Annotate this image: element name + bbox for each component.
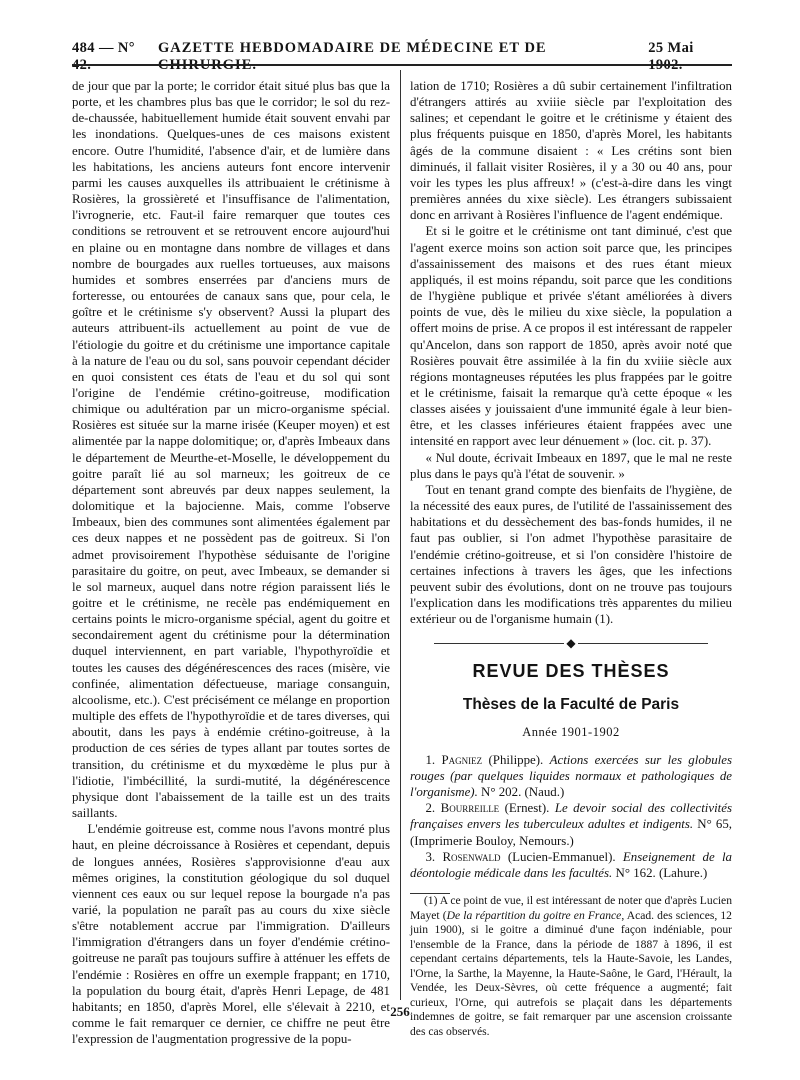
- thesis-title: Enseignement de la déontologie médicale dans les facultés.: [410, 849, 733, 880]
- column-divider: [400, 70, 401, 1000]
- thesis-author: Bourreille: [440, 801, 500, 816]
- footnote: (1) A ce point de vue, il est intéressant de noter que d'après Lucien Mayet (De la répartition du goitre en France, Acad. des sciences, 12 juin 1900), si le goitre a diminué d'une façon indéniable, pour l'ensemble de la France, dans la période de 1887 à 1896, il est cependant certains départements, tels la Haute-Savoie, les Landes, l'Orne, la Sarthe, la Mayenne, la Haute-Saône, le Gard, l'Hérault, la Vendée, les Deux-Sèvres, où cette fréquence a augmenté; fait curieux, l'Orne, qui autrefois se plaçait dans les départements indemnes de goitre, se fait remarquer par une ascension croissante des cas observés.: [410, 894, 732, 1038]
- page-number: 256: [390, 1004, 410, 1019]
- section-subtitle: Thèses de la Faculté de Paris: [462, 696, 680, 714]
- academic-year: Année 1901-1902: [522, 724, 620, 739]
- thesis-entry: 3. Rosenwald (Lucien-Emmanuel). Enseignement de la déontologie médicale dans les facultés. N° 162. (Lahure.): [410, 849, 733, 880]
- header-journal-title: GAZETTE HEBDOMADAIRE DE MÉDECINE ET DE CHIRURGIE.: [157, 40, 547, 73]
- header-date: 25 Mai 1902.: [648, 40, 694, 73]
- paragraph: « Nul doute, écrivait Imbeaux en 1897, que le mal ne reste plus dans le pays qu'à l'état de souvenir. »: [410, 450, 732, 481]
- left-column: [72, 78, 390, 1047]
- section-ornament: [410, 637, 732, 649]
- right-column: [410, 78, 732, 1039]
- header-issue: 484 — N° 42.: [72, 40, 135, 73]
- thesis-author: Rosenwald: [442, 849, 501, 864]
- section-title: REVUE DES THÈSES: [472, 661, 670, 682]
- thesis-author: Pagniez: [441, 752, 483, 767]
- thesis-title: Actions exercées sur les globules rouges (par quelques liquides normaux et pathologiques de l'organisme).: [410, 752, 732, 800]
- header-rule: [72, 64, 732, 66]
- page-header: [72, 40, 732, 73]
- paragraph: lation de 1710; Rosières a dû subir certainement l'infiltration d'étrangers attirés au xviiie siècle par l'exploitation des salines; et cependant le goitre et le crétinisme y étaient des plus fréquents puisque en 1850, d'après Morel, les habitants âgés de la commune disaient : « Les crétins sont bien diminués, il fallait visiter Rosières, il y a 30 ou 40 ans, pour voir les types les plus affreux! » (c'est-à-dire dans les vingt premières années du xixe siècle). Les étrangers subissaient donc en arrivant à Rosières l'influence de l'agent endémique.: [410, 79, 732, 223]
- thesis-entry: 2. Bourreille (Ernest). Le devoir social des collectivités françaises envers les tuberculeux adultes et indigents. N° 65, (Imprimerie Bouloy, Nemours.): [410, 801, 732, 848]
- paragraph: de jour que par la porte; le corridor était situé plus bas que la porte, et les chambres plus bas que le corridor; le sol du rez-de-chaussée, habituellement humide était souvent envahi par les inondations. Quelques-unes de ces maisons existent encore. Outre l'humidité, l'absence d'air, et de lumière dans les habitations, les anciens auteurs font encore intervenir parmi les causes auxquelles ils attribuaient le crétinisme à Rosières, la grossièreté et l'insuffisance de l'alimentation, l'ivrognerie, etc. Faut-il faire remarquer que toutes ces conditions se retrouvent et se retrouvent encore aujourd'hui en plaine ou en montagne dans nombre de villages et dans nombre de bourgades aux ruelles tortueuses, aux maisons humides et sombres enserrées par d'anciens murs de forteresse, ou entourées de canaux sans que, pour cela, le goître et le crétinisme s'y observent? Aussi la plupart des auteurs attribuent-ils actuellement au point de vue de l'étiologie du goitre et du crétinisme une importance capitale à la nature de l'eau ou du sol, sans pouvoir cependant décider en quoi consistent ces états de l'eau et du sol qui sont l'origine de l'endémie crétino-goitreuse, modification chimique ou adultération par un micro-organisme spécial. Rosières est située sur la marne irisée (Keuper moyen) et est alimentée par la nappe dolomitique; or, d'après Imbeaux dans le département de Meurthe-et-Moselle, le développement du goitre paraît lié au sol marneux; les goitreux de ce département sont abreuvés par deux nappes seulement, la dolomitique et la bajocienne. Mais, comme l'observe Imbeaux, bien des communes sont alimentées également par ces deux nappes et ne possèdent pas de goitreux. Si l'on admet provisoirement l'hypothèse séduisante de l'origine parasitaire du goitre, on peut, avec Imbeaux, se demander si le sol marneux, auquel dans notre région paraissent liés le goitre et le crétinisme, ne recèle pas endémiquement en certains points le micro-organisme spécial, agent du goitre et secondairement agent du crétinisme pour la détermination duquel interviennent, en part variable, l'hypothyroïdie et toutes les causes des dégénérescences des races (misère, vie confinée, alimentation défectueuse, mariage consanguin, alcoolisme, etc.). C'est précisément ce mélange en proportion multiple des effets de l'hypothyroïdie et de tares diverses, qui aboutit, dans les pays à endémie crétino-goitreuse, à la production de ces séries de types allant par toutes sortes de transition, du crétinisme et du myxœdème le plus pur à l'idiotie, l'imbécillité, la surdi-mutité, la dégénérescence physique dont l'abaissement de la taille est un des traits saillants.: [72, 79, 390, 821]
- thesis-title: Le devoir social des collectivités françaises envers les tuberculeux adultes et indigents.: [410, 801, 732, 832]
- paragraph: L'endémie goitreuse est, comme nous l'avons montré plus haut, en pleine décroissance à Rosières et cependant, depuis de longues années, Rosières s'approvisionne d'eau aux mêmes origines, la constitution géologique du sol duquel viennent ces eaux ou sur lequel repose la bourgade n'a pas varié, la population ne paraît pas au cours du xixe siècle s'être notablement accrue par l'immigration. D'ailleurs l'immigration d'étrangers dans un foyer d'endémie crétino-goitreuse ne paraît pas toujours suffire à atténuer les effets de l'endémie : Rosières en offre un exemple frappant; en 1710, la population du bourg était, d'après Henri Lepage, de 481 habitants; en 1850, d'après Morel, elle s'élevait à 2210, et comme le fait remarquer ce dernier, ce chiffre ne peut être l'expression de l'augmentation progressive de la popu-: [72, 822, 390, 1047]
- paragraph: Tout en tenant grand compte des bienfaits de l'hygiène, de la nécessité des eaux pures, de l'utilité de l'assainissement des habitations et du dessèchement des bas-fonds humides, il ne faut pas oublier, si l'on admet l'hypothèse parasitaire de l'endémie crétino-goitreuse, et si l'on considère l'histoire de certaines infections à travers les âges, que les infections peuvent subir des évolutions, dont on ne trouve pas toujours l'explication dans les modifications très apparentes du milieu extérieur ou de l'organisme humain (1).: [410, 482, 732, 627]
- diamond-ornament-icon: ◆: [566, 636, 576, 651]
- paragraph: Et si le goitre et le crétinisme ont tant diminué, c'est que l'agent exerce moins son action soit parce que, les principes d'assainissement des maisons et des rues étant mieux appliqués, il est moins répandu, soit parce que les conditions de l'hygiène publique et privée s'étant améliorées à divers points de vue, dès le milieu du xixe siècle, la population a offert moins de prise. A ce propos il est intéressant de rappeler qu'Ancelon, dans son rapport de 1850, après avoir noté que Rosières pouvait être assimilée à la fin du xviiie siècle aux régions montagneuses réputées les plus frappées par le goitre et le crétinisme, faisait la remarque qu'à cette époque « les classes aisées y jouissaient d'une immunité égale à leur bien-être, et les classes inférieures étaient frappées avec une intensité en rapport avec leur dénuement » (loc. cit. p. 37).: [410, 224, 732, 449]
- thesis-entry: 1. Pagniez (Philippe). Actions exercées sur les globules rouges (par quelques liquides normaux et pathologiques de l'organisme). N° 202. (Naud.): [410, 752, 732, 800]
